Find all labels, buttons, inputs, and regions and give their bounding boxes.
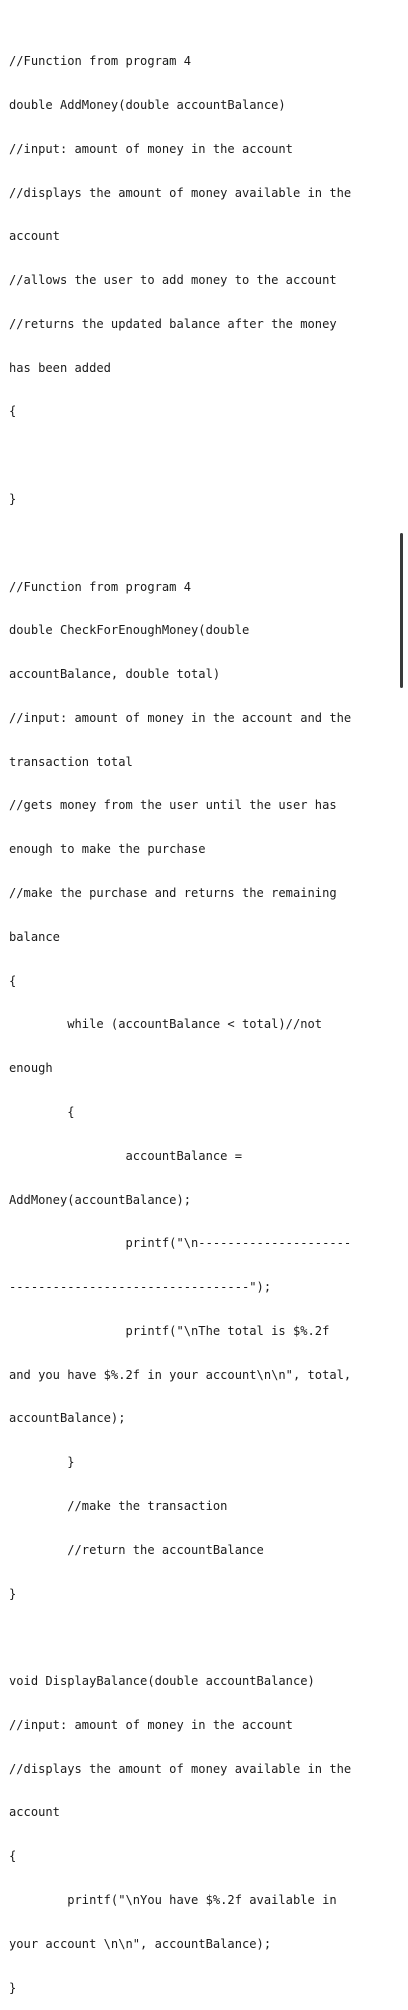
code-line: has been added [9, 360, 111, 375]
code-line: accountBalance); [9, 1411, 126, 1426]
code-line: AddMoney(accountBalance); [9, 1192, 192, 1207]
code-line: } [9, 1980, 17, 1995]
code-line: account [9, 1805, 60, 1820]
code-line: } [9, 1455, 75, 1470]
code-line: enough [9, 1061, 53, 1076]
code-line: } [9, 1586, 17, 1601]
code-line: //input: amount of money in the account [9, 141, 293, 156]
code-line: //returns the updated balance after the money [9, 316, 337, 331]
code-line: while (accountBalance < total)//not [9, 1017, 323, 1032]
code-line: printf("\nThe total is $%.2f [9, 1323, 330, 1338]
code-line: transaction total [9, 754, 133, 769]
code-line: void DisplayBalance(double accountBalance) [9, 1674, 315, 1689]
code-line: double CheckForEnoughMoney(double [9, 623, 250, 638]
code-line: and you have $%.2f in your account\n\n", total, [9, 1367, 352, 1382]
code-line [9, 1630, 401, 1645]
code-line: //allows the user to add money to the account [9, 273, 337, 288]
code-line: your account \n\n", accountBalance); [9, 1936, 272, 1951]
code-line: //displays the amount of money available in the [9, 1761, 352, 1776]
code-line: printf("\nYou have $%.2f available in [9, 1893, 337, 1907]
code-line: //make the transaction [9, 1498, 228, 1513]
code-line: { [9, 404, 17, 419]
code-line: account [9, 229, 60, 244]
code-listing [9, 25, 401, 2010]
code-line: //input: amount of money in the account and the [9, 710, 352, 725]
code-line: //make the purchase and returns the remaining [9, 886, 337, 901]
code-line: ---------------------------------"); [9, 1280, 272, 1295]
code-line [9, 536, 401, 551]
code-line: accountBalance = [9, 1148, 242, 1163]
code-line: { [9, 1104, 75, 1119]
code-line: //Function from program 4 [9, 579, 192, 594]
code-line: //displays the amount of money available in the [9, 185, 352, 200]
code-line: printf("\n--------------------- [9, 1236, 352, 1251]
code-line: { [9, 973, 17, 988]
code-line: //return the accountBalance [9, 1542, 264, 1557]
code-line: enough to make the purchase [9, 842, 206, 857]
code-line [9, 448, 401, 463]
vertical-scrollbar[interactable] [400, 533, 403, 688]
code-line: balance [9, 929, 60, 944]
code-line: //Function from program 4 [9, 54, 192, 69]
code-line: { [9, 1849, 17, 1864]
code-line: accountBalance, double total) [9, 667, 221, 682]
code-line: //input: amount of money in the account [9, 1717, 293, 1732]
code-line: } [9, 492, 17, 506]
code-line: double AddMoney(double accountBalance) [9, 97, 286, 112]
code-line: //gets money from the user until the user has [9, 798, 337, 813]
